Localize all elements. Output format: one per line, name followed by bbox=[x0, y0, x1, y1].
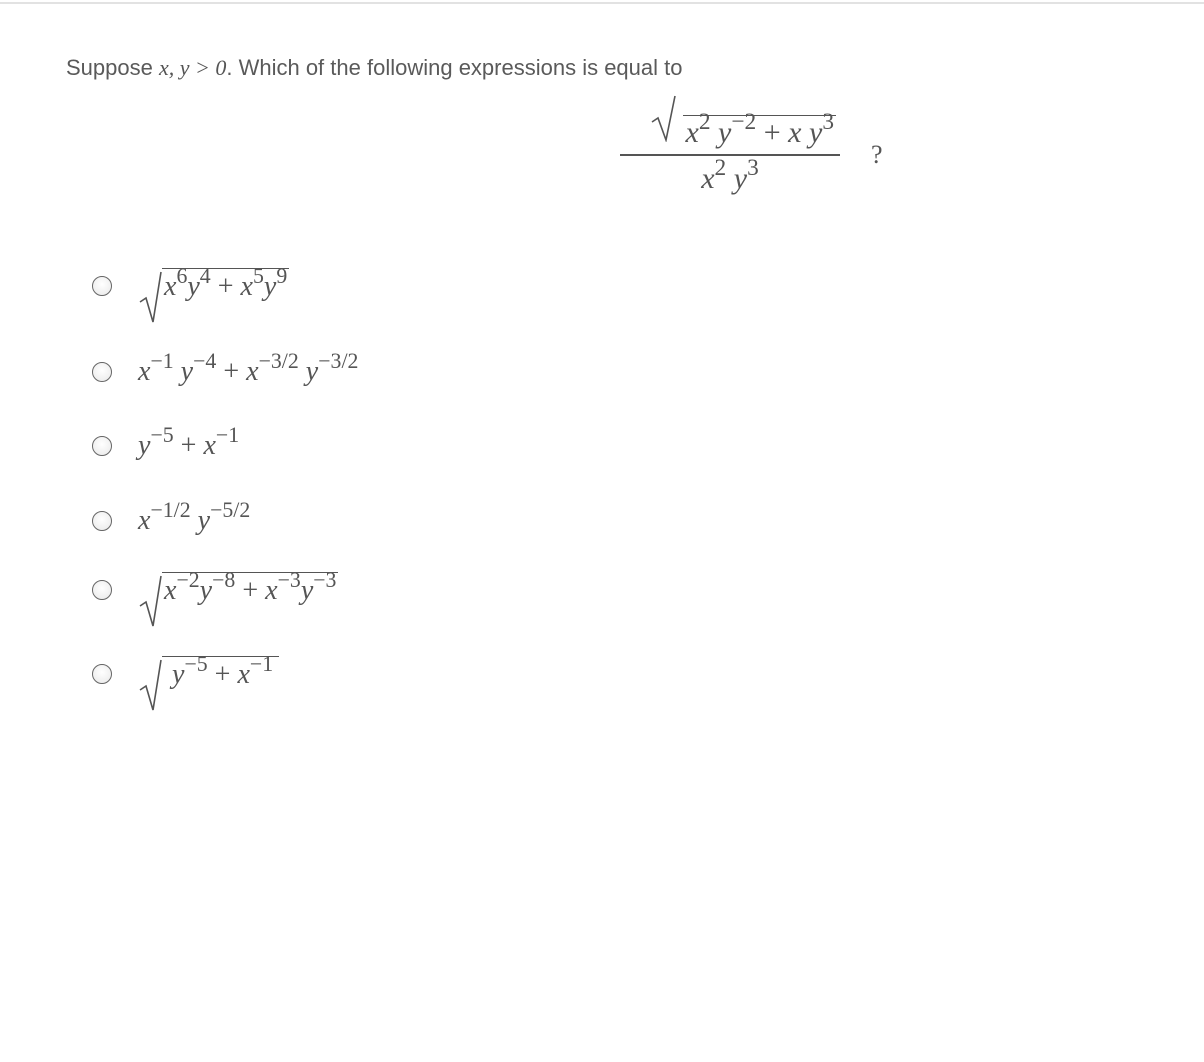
expression-numerator: $x^2$ $y^{-2} + x$ $y^3$ bbox=[624, 92, 836, 150]
answer-option-4[interactable] bbox=[92, 498, 251, 537]
option-5-expression: $x^{-2}y^{-8} + x^{-3}y^{-3}$ bbox=[138, 572, 338, 607]
option-3-expression: $y^{-5} + x^{-1}$ bbox=[138, 423, 240, 461]
radical-sign-icon bbox=[138, 268, 162, 324]
answer-option-1[interactable] bbox=[92, 264, 289, 303]
answer-option-6[interactable] bbox=[92, 652, 279, 691]
radical-sign-icon bbox=[650, 92, 676, 142]
question-prefix: Suppose bbox=[66, 55, 153, 80]
answer-option-5[interactable] bbox=[92, 568, 338, 607]
answer-option-2[interactable] bbox=[92, 349, 359, 388]
radio-button-6[interactable] bbox=[92, 664, 112, 684]
expression-denominator: $x^2$ $y^3$ bbox=[701, 154, 759, 195]
question-expression bbox=[620, 92, 840, 196]
radio-button-2[interactable] bbox=[92, 362, 112, 382]
radical-sign-icon bbox=[138, 572, 162, 628]
option-1-expression: $x^6y^4 + x^5y^9$ bbox=[138, 268, 289, 303]
option-4-expression: $x^{-1/2}$ $y^{-5/2}$ bbox=[138, 498, 251, 536]
fraction-bar bbox=[620, 154, 840, 156]
question-suffix: . Which of the following expressions is equal to bbox=[226, 55, 683, 80]
option-2-expression: $x^{-1}$ $y^{-4} + x^{-3/2}$ $y^{-3/2}$ bbox=[138, 349, 359, 387]
top-divider bbox=[0, 2, 1204, 4]
radio-button-5[interactable] bbox=[92, 580, 112, 600]
radio-button-1[interactable] bbox=[92, 276, 112, 296]
radio-button-4[interactable] bbox=[92, 511, 112, 531]
radical-sign-icon bbox=[138, 656, 162, 712]
question-mark: ? bbox=[871, 140, 883, 169]
option-6-expression: $y^{-5} + x^{-1}$ bbox=[138, 656, 279, 691]
answer-option-3[interactable] bbox=[92, 423, 240, 462]
question-text bbox=[66, 55, 682, 81]
radio-button-3[interactable] bbox=[92, 436, 112, 456]
question-condition: x, y > 0 bbox=[158, 55, 227, 80]
